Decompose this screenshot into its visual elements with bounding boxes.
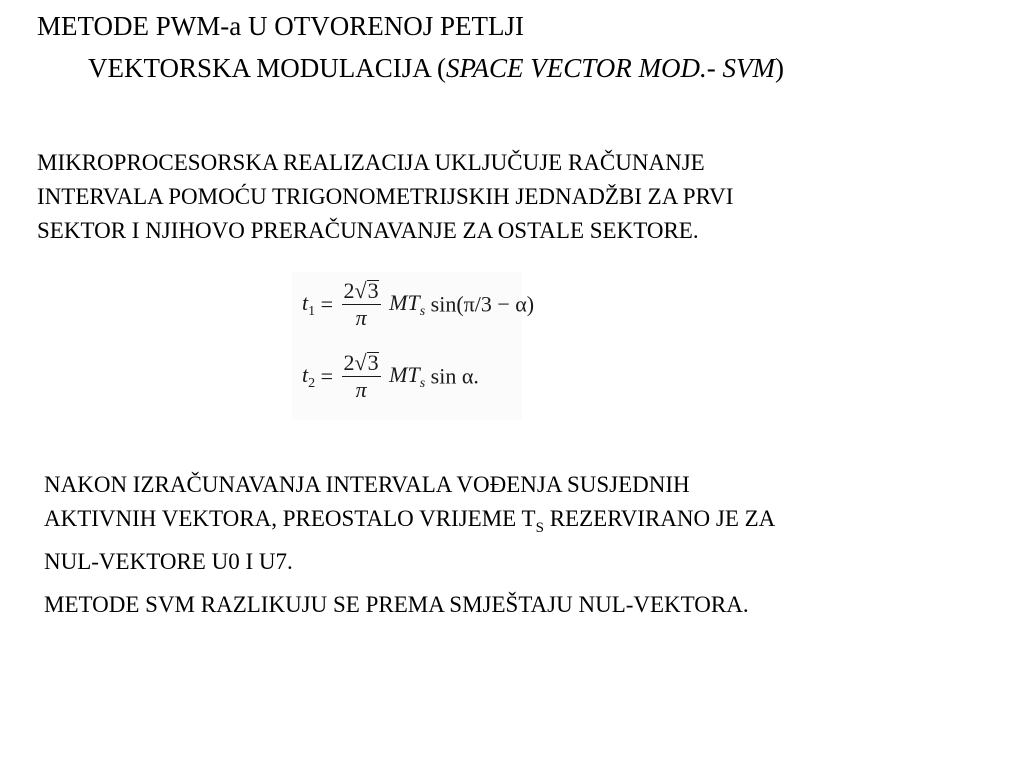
t2-var: t (302, 361, 309, 387)
body-line2-suffix: REZERVIRANO JE ZA (543, 506, 776, 531)
t2-fraction (342, 350, 381, 403)
closing-paragraph: METODE SVM RAZLIKUJU SE PREMA SMJEŠTAJU NUL-VEKTORA. (44, 592, 749, 617)
t1-denominator: π (355, 305, 367, 330)
formula-t2 (302, 350, 479, 403)
t2-sqrt-sign: √ (354, 350, 367, 375)
intro-line: INTERVALA POMOĆU TRIGONOMETRIJSKIH JEDNADŽBI ZA PRVI (37, 184, 734, 209)
t1-sqrt-sign: √ (354, 278, 367, 303)
body-line2-prefix: AKTIVNIH VEKTORA, PREOSTALO VRIJEME T (44, 506, 536, 531)
subtitle-suffix: ) (775, 53, 785, 83)
body-line: NUL-VEKTORE U0 I U7. (44, 549, 293, 574)
subtitle-prefix: VEKTORSKA MODULACIJA ( (88, 53, 447, 83)
intro-line: SEKTOR I NJIHOVO PRERAČUNAVANJE ZA OSTALE SEKTORE. (37, 218, 699, 243)
t1-eq: = (320, 291, 334, 317)
t2-sqrt-arg: 3 (367, 350, 379, 375)
intro-line: MIKROPROCESORSKA REALIZACIJA UKLJUČUJE RAČUNANJE (37, 150, 705, 175)
slide-subtitle (88, 52, 784, 84)
t1-fraction (342, 278, 381, 331)
subtitle-italic: SPACE VECTOR MOD.- SVM (446, 53, 776, 83)
t2-denominator: π (355, 377, 367, 402)
t1-sub: 1 (308, 303, 316, 319)
t1-mt-sub: s (419, 303, 426, 319)
t2-func: sin α. (430, 363, 479, 389)
formula-image (292, 272, 535, 420)
body-paragraph (44, 468, 984, 579)
t1-sqrt-arg: 3 (367, 278, 379, 303)
t1-mt: MT (389, 289, 420, 315)
t2-sub: 2 (308, 375, 316, 391)
slide-title: METODE PWM-a U OTVORENOJ PETLJI (37, 11, 524, 41)
t1-coef: 2 (343, 278, 355, 303)
body-line (44, 502, 984, 545)
t1-var: t (302, 289, 309, 315)
intro-paragraph (37, 146, 937, 248)
t1-func: sin(π/3 − α) (430, 291, 535, 317)
t2-coef: 2 (343, 350, 355, 375)
body-line: NAKON IZRAČUNAVANJA INTERVALA VOĐENJA SUSJEDNIH (44, 472, 690, 497)
t2-mt-sub: s (419, 375, 426, 391)
t2-mt: MT (389, 361, 420, 387)
ts-subscript: S (535, 520, 544, 536)
formula-t1 (302, 278, 534, 331)
t2-eq: = (320, 363, 334, 389)
